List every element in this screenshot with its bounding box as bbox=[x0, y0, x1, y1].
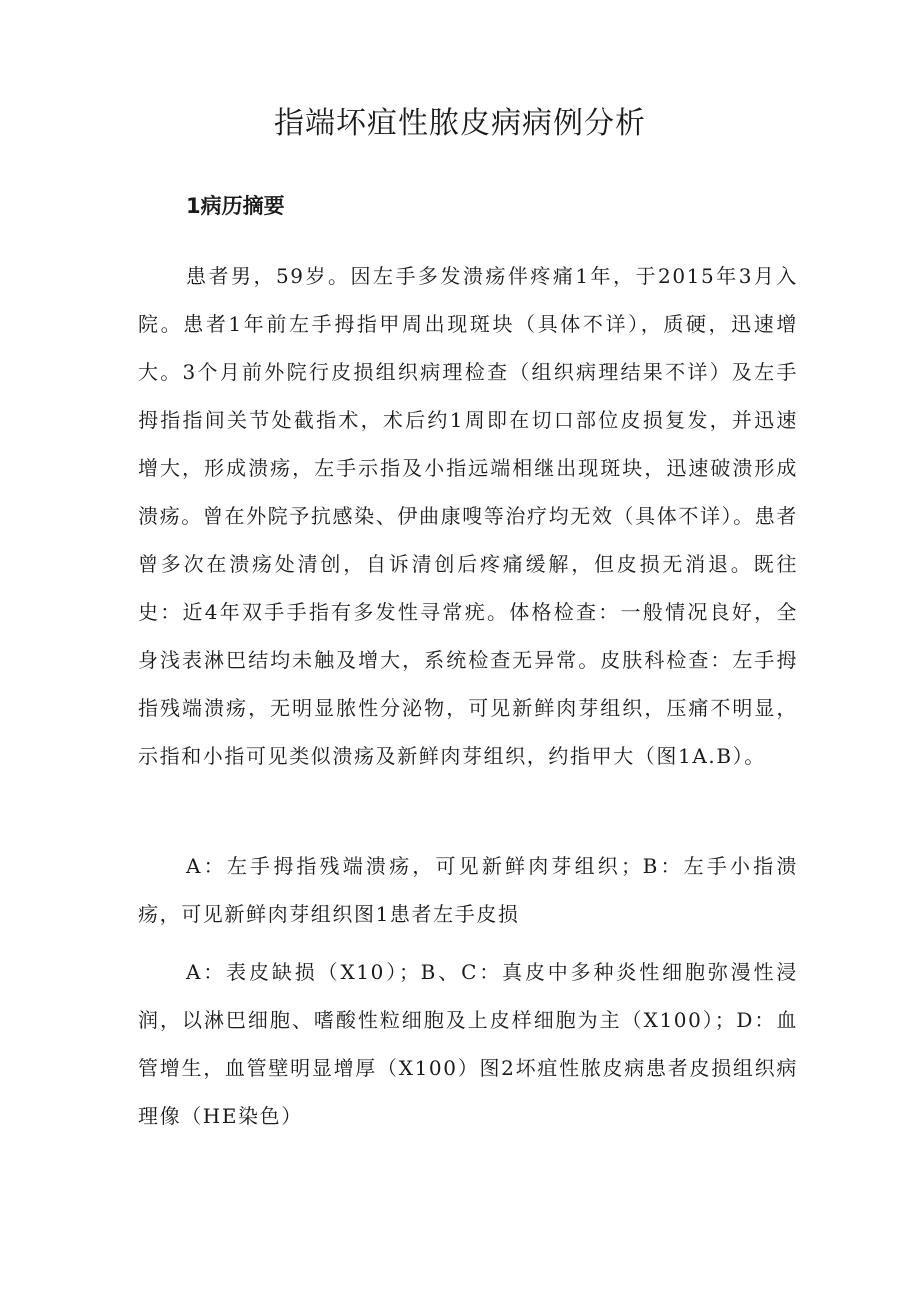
figure-2-caption: A：表皮缺损（X10）；B、C：真皮中多种炎性细胞弥漫性浸润，以淋巴细胞、嗜酸性粒细胞及上皮样细胞为主（X100）；D：血管增生，血管壁明显增厚（X100）图2坏疽性脓皮病患者皮损组织病理像（HE染色） bbox=[138, 960, 798, 1128]
section-heading: 1病历摘要 bbox=[186, 194, 285, 218]
case-summary-paragraph: 患者男，59岁。因左手多发溃疡伴疼痛1年，于2015年3月入院。患者1年前左手拇指甲周出现斑块（具体不详），质硬，迅速增大。3个月前外院行皮损组织病理检查（组织病理结果不详）及左手拇指指间关节处截指术，术后约1周即在切口部位皮损复发，并迅速增大，形成溃疡，左手示指及小指远端相继出现斑块，迅速破溃形成溃疡。曾在外院予抗感染、伊曲康嗖等治疗均无效（具体不详）。患者曾多次在溃疡处清创，自诉清创后疼痛缓解，但皮损无消退。既往史：近4年双手手指有多发性寻常疣。体格检查：一般情况良好，全身浅表淋巴结均未触及增大，系统检查无异常。皮肤科检查：左手拇指残端溃疡，无明显脓性分泌物，可见新鲜肉芽组织，压痛不明显，示指和小指可见类似溃疡及新鲜肉芽组织，约指甲大（图1A.B）。 bbox=[138, 264, 798, 768]
page-title: 指端坏疽性脓皮病病例分析 bbox=[274, 106, 646, 141]
figure-1-caption: A：左手拇指残端溃疡，可见新鲜肉芽组织；B：左手小指溃疡，可见新鲜肉芽组织图1患者左手皮损 bbox=[138, 854, 798, 926]
